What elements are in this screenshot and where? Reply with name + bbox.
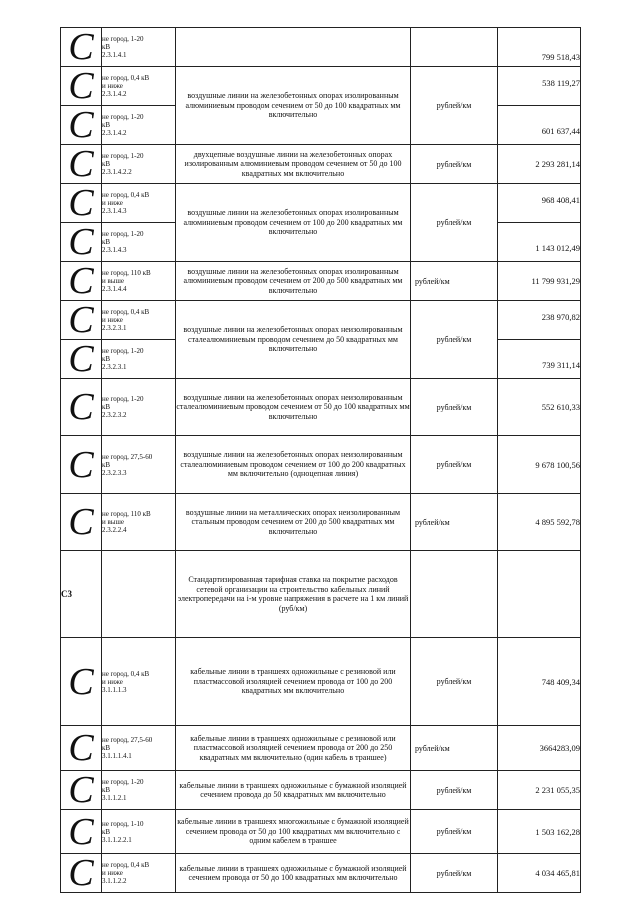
unit-cell: рублей/км (411, 494, 498, 551)
code-cell: C (61, 726, 102, 771)
value-cell: 9 678 100,56 (498, 436, 581, 494)
value-cell: 4 895 592,78 (498, 494, 581, 551)
code-cell: C (61, 28, 102, 67)
unit-cell: рублей/км (411, 436, 498, 494)
category-cell: не город, 27,5-60 кВ 3.1.1.1.4.1 (102, 726, 176, 771)
tariff-table (60, 27, 581, 893)
code-cell: C (61, 301, 102, 340)
category-cell: не город, 0,4 кВ и ниже 2.3.2.3.1 (102, 301, 176, 340)
section-row-c3 (61, 551, 581, 638)
category-cell: не город, 1-10 кВ 3.1.1.2.2.1 (102, 810, 176, 854)
table-row (61, 379, 581, 436)
table-row (61, 67, 581, 106)
value-cell: 238 970,82 (498, 301, 581, 340)
table-row (61, 810, 581, 854)
table-row (61, 436, 581, 494)
code-cell: C (61, 854, 102, 893)
category-cell: не город, 0,4 кВ и ниже 2.3.1.4.3 (102, 184, 176, 223)
unit-cell: рублей/км (411, 67, 498, 145)
description-cell: двухцепные воздушные линии на железобетонных опорах изолированным алюминиевым проводом сечением от 50 до 100 квадратных мм включительно (176, 145, 411, 184)
description-cell: воздушные линии на железобетонных опорах неизолированным сталеалюминиевым проводом сечением от 50 до 100 квадратных мм включительно (176, 379, 411, 436)
table-row (61, 262, 581, 301)
value-cell: 748 409,34 (498, 638, 581, 726)
code-cell: C (61, 262, 102, 301)
table-row (61, 854, 581, 893)
table-row (61, 184, 581, 223)
table-row (61, 726, 581, 771)
category-cell: не город, 1-20 кВ 2.3.1.4.1 (102, 28, 176, 67)
unit-cell: рублей/км (411, 301, 498, 379)
table-row (61, 301, 581, 340)
section-description: Стандартизированная тарифная ставка на покрытие расходов сетевой организации на строительство кабельных линий электропередачи на i-м уровне напряжения в расчете на 1 км линий (руб/км) (176, 551, 411, 638)
value-cell: 1 143 012,49 (498, 223, 581, 262)
code-cell: C (61, 184, 102, 223)
code-cell: C (61, 106, 102, 145)
value-cell: 3664283,09 (498, 726, 581, 771)
table-row (61, 638, 581, 726)
unit-cell: рублей/км (411, 810, 498, 854)
category-cell: не город, 110 кВ и выше 2.3.1.4.4 (102, 262, 176, 301)
category-cell: не город, 1-20 кВ 2.3.1.4.3 (102, 223, 176, 262)
description-cell: воздушные линии на железобетонных опорах неизолированным сталеалюминиевым проводом сечением до 50 квадратных мм включительно (176, 301, 411, 379)
description-cell (176, 28, 411, 67)
code-cell: C (61, 436, 102, 494)
value-cell: 2 231 055,35 (498, 771, 581, 810)
description-cell: воздушные линии на железобетонных опорах изолированным алюминиевым проводом сечением от 200 до 500 квадратных мм включительно (176, 262, 411, 301)
description-cell: кабельные линии в траншеях одножильные с резиновой или пластмассовой изоляцией сечением провода от 100 до 200 квадратных мм включительно (176, 638, 411, 726)
unit-cell (411, 28, 498, 67)
section-code: C3 (61, 551, 102, 638)
unit-cell: рублей/км (411, 145, 498, 184)
code-cell: C (61, 379, 102, 436)
code-cell: C (61, 67, 102, 106)
category-cell: не город, 1-20 кВ 2.3.1.4.2 (102, 106, 176, 145)
unit-cell: рублей/км (411, 638, 498, 726)
unit-cell: рублей/км (411, 262, 498, 301)
category-cell: не город, 27,5-60 кВ 2.3.2.3.3 (102, 436, 176, 494)
code-cell: C (61, 223, 102, 262)
table-row (61, 494, 581, 551)
description-cell: кабельные линии в траншеях одножильные с бумажной изоляцией сечением провода до 50 квадратных мм включительно (176, 771, 411, 810)
unit-cell: рублей/км (411, 771, 498, 810)
category-cell: не город, 1-20 кВ 2.3.1.4.2.2 (102, 145, 176, 184)
category-cell: не город, 0,4 кВ и ниже 3.1.1.2.2 (102, 854, 176, 893)
value-cell: 4 034 465,81 (498, 854, 581, 893)
value-cell: 538 119,27 (498, 67, 581, 106)
category-cell: не город, 1-20 кВ 2.3.2.3.1 (102, 340, 176, 379)
value-cell: 2 293 281,14 (498, 145, 581, 184)
category-cell: не город, 0,4 кВ и ниже 3.1.1.1.3 (102, 638, 176, 726)
unit-cell: рублей/км (411, 379, 498, 436)
category-cell: не город, 110 кВ и выше 2.3.2.2.4 (102, 494, 176, 551)
value-cell: 799 518,43 (498, 28, 581, 67)
code-cell: C (61, 145, 102, 184)
description-cell: воздушные линии на железобетонных опорах изолированным алюминиевым проводом сечением от 100 до 200 квадратных мм включительно (176, 184, 411, 262)
value-cell: 11 799 931,29 (498, 262, 581, 301)
description-cell: кабельные линии в траншеях одножильные с резиновой или пластмассовой изоляцией сечением провода от 200 до 250 квадратных мм включительно (один кабель в траншее) (176, 726, 411, 771)
value-cell: 601 637,44 (498, 106, 581, 145)
value-cell: 1 503 162,28 (498, 810, 581, 854)
category-cell: не город, 0,4 кВ и ниже 2.3.1.4.2 (102, 67, 176, 106)
value-cell: 552 610,33 (498, 379, 581, 436)
value-cell: 739 311,14 (498, 340, 581, 379)
value-cell: 968 408,41 (498, 184, 581, 223)
category-cell: не город, 1-20 кВ 2.3.2.3.2 (102, 379, 176, 436)
description-cell: кабельные линии в траншеях одножильные с бумажной изоляцией сечением провода от 50 до 100 квадратных мм включительно (176, 854, 411, 893)
description-cell: воздушные линии на металлических опорах неизолированным стальным проводом сечением от 200 до 500 квадратных мм включительно (176, 494, 411, 551)
code-cell: C (61, 494, 102, 551)
table-row (61, 771, 581, 810)
code-cell: C (61, 638, 102, 726)
unit-cell: рублей/км (411, 184, 498, 262)
description-cell: кабельные линии в траншеях многожильные с бумажной изоляцией сечением провода от 50 до 100 квадратных мм включительно с одним кабелем в траншее (176, 810, 411, 854)
unit-cell: рублей/км (411, 854, 498, 893)
code-cell: C (61, 340, 102, 379)
unit-cell: рублей/км (411, 726, 498, 771)
code-cell: C (61, 771, 102, 810)
description-cell: воздушные линии на железобетонных опорах изолированным алюминиевым проводом сечением от 50 до 100 квадратных мм включительно (176, 67, 411, 145)
code-cell: C (61, 810, 102, 854)
table-row (61, 28, 581, 67)
description-cell: воздушные линии на железобетонных опорах неизолированным сталеалюминиевым проводом сечением от 100 до 200 квадратных мм включительно (одноцепная линия) (176, 436, 411, 494)
table-row (61, 145, 581, 184)
category-cell: не город, 1-20 кВ 3.1.1.2.1 (102, 771, 176, 810)
